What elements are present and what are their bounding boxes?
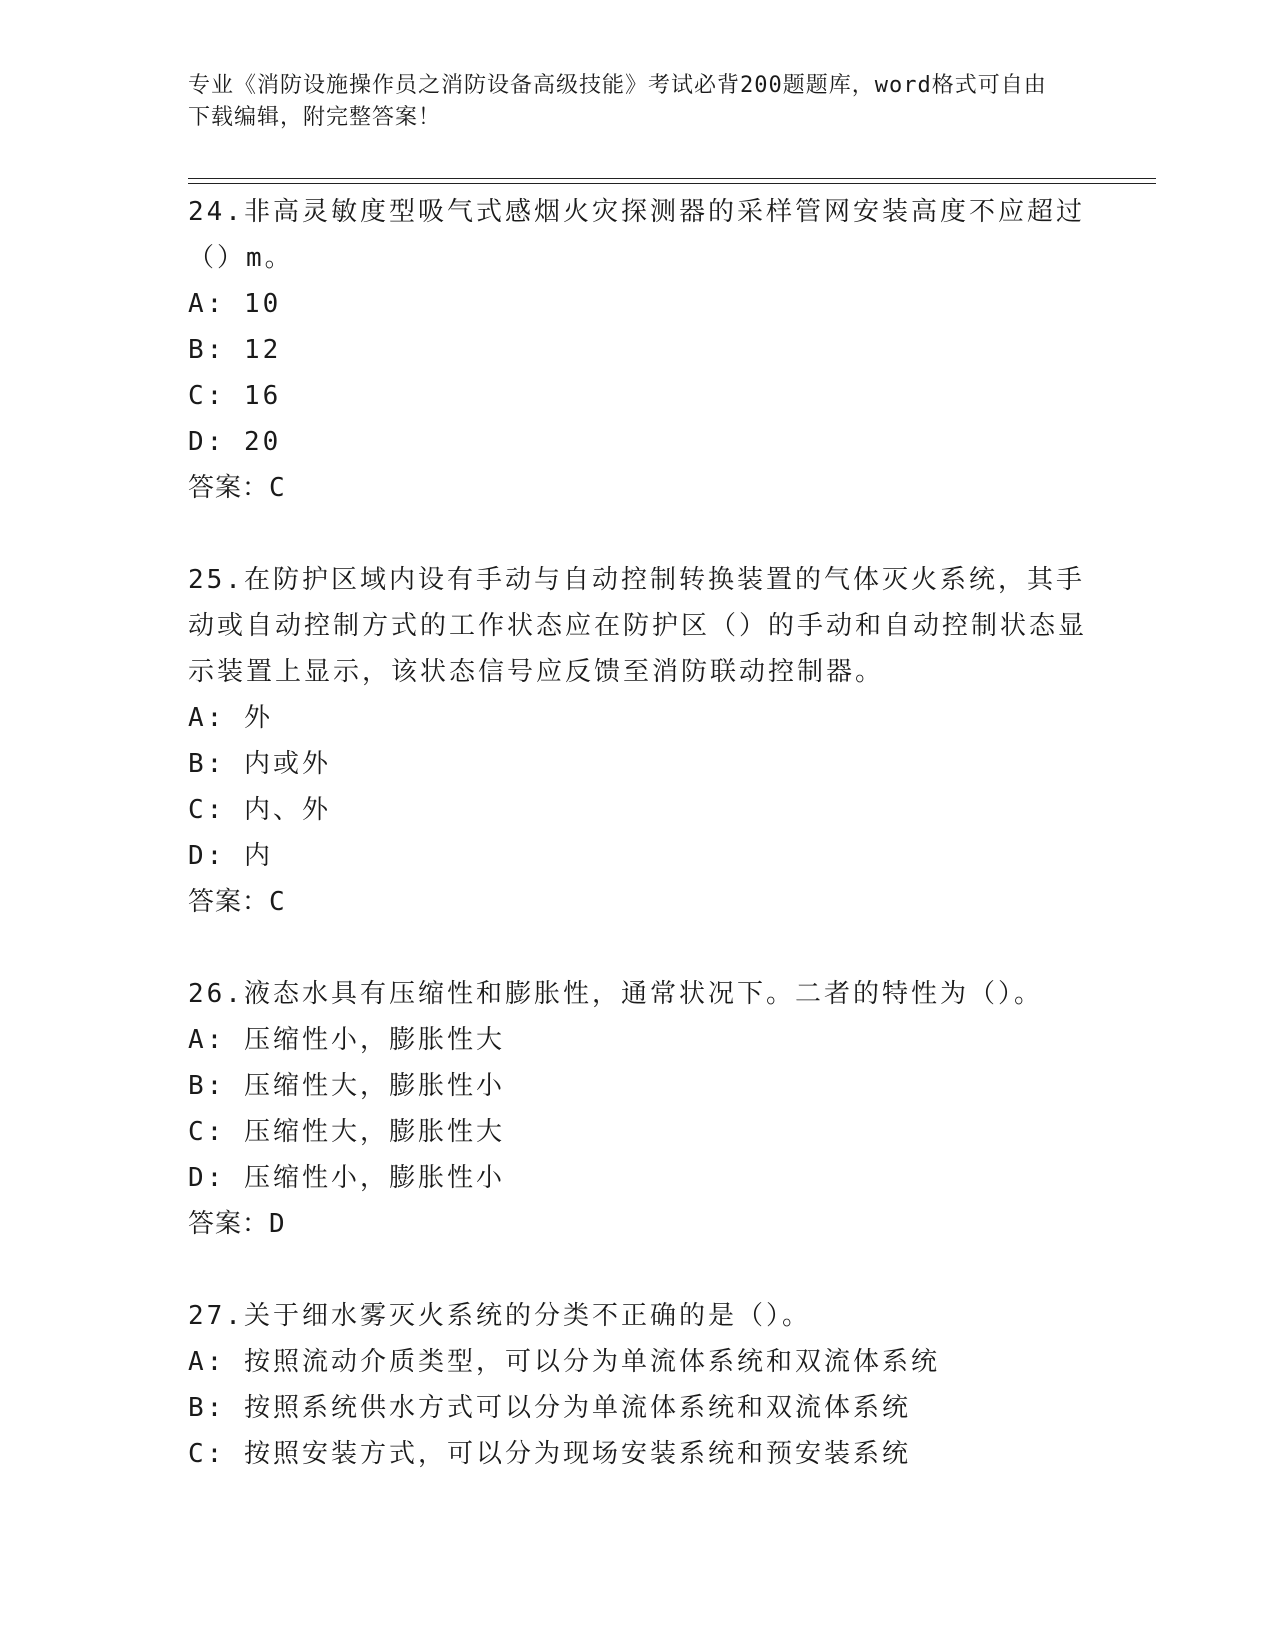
option-b: B: 压缩性大，膨胀性小 [188,1071,505,1101]
answer: 答案：D [188,1209,286,1239]
option-d: D: 内 [188,841,273,871]
option-a: A: 外 [188,703,273,733]
question-stem: 25.在防护区域内设有手动与自动控制转换装置的气体灭火系统，其手动或自动控制方式的工作状态应在防护区（）的手动和自动控制状态显示装置上显示，该状态信号应反馈至消防联动控制器。 [188,565,1088,687]
document-header: 专业《消防设施操作员之消防设备高级技能》考试必背200题题库，word格式可自由下载编辑，附完整答案！ [188,73,1047,130]
option-b: B: 内或外 [188,749,331,779]
option-a: A: 10 [188,289,282,319]
question-26 [188,971,1088,1247]
option-c: C: 16 [188,381,282,411]
question-stem: 24.非高灵敏度型吸气式感烟火灾探测器的采样管网安装高度不应超过（）m。 [188,197,1085,273]
question-stem: 26.液态水具有压缩性和膨胀性，通常状况下。二者的特性为（）。 [188,979,1043,1009]
question-stem: 27.关于细水雾灭火系统的分类不正确的是（）。 [188,1301,811,1331]
question-24 [188,189,1088,511]
option-c: C: 压缩性大，膨胀性大 [188,1117,505,1147]
answer: 答案：C [188,887,286,917]
header-rule-top [188,178,1156,179]
option-a: A: 按照流动介质类型，可以分为单流体系统和双流体系统 [188,1347,940,1377]
option-a: A: 压缩性小，膨胀性大 [188,1025,505,1055]
question-27 [188,1293,1088,1477]
option-d: D: 20 [188,427,282,457]
question-list [188,189,1088,1523]
answer: 答案：C [188,473,286,503]
question-25 [188,557,1088,925]
option-c: C: 按照安装方式，可以分为现场安装系统和预安装系统 [188,1439,911,1469]
option-d: D: 压缩性小，膨胀性小 [188,1163,505,1193]
header-rule-bottom [188,183,1156,184]
option-b: B: 按照系统供水方式可以分为单流体系统和双流体系统 [188,1393,911,1423]
option-b: B: 12 [188,335,282,365]
option-c: C: 内、外 [188,795,331,825]
